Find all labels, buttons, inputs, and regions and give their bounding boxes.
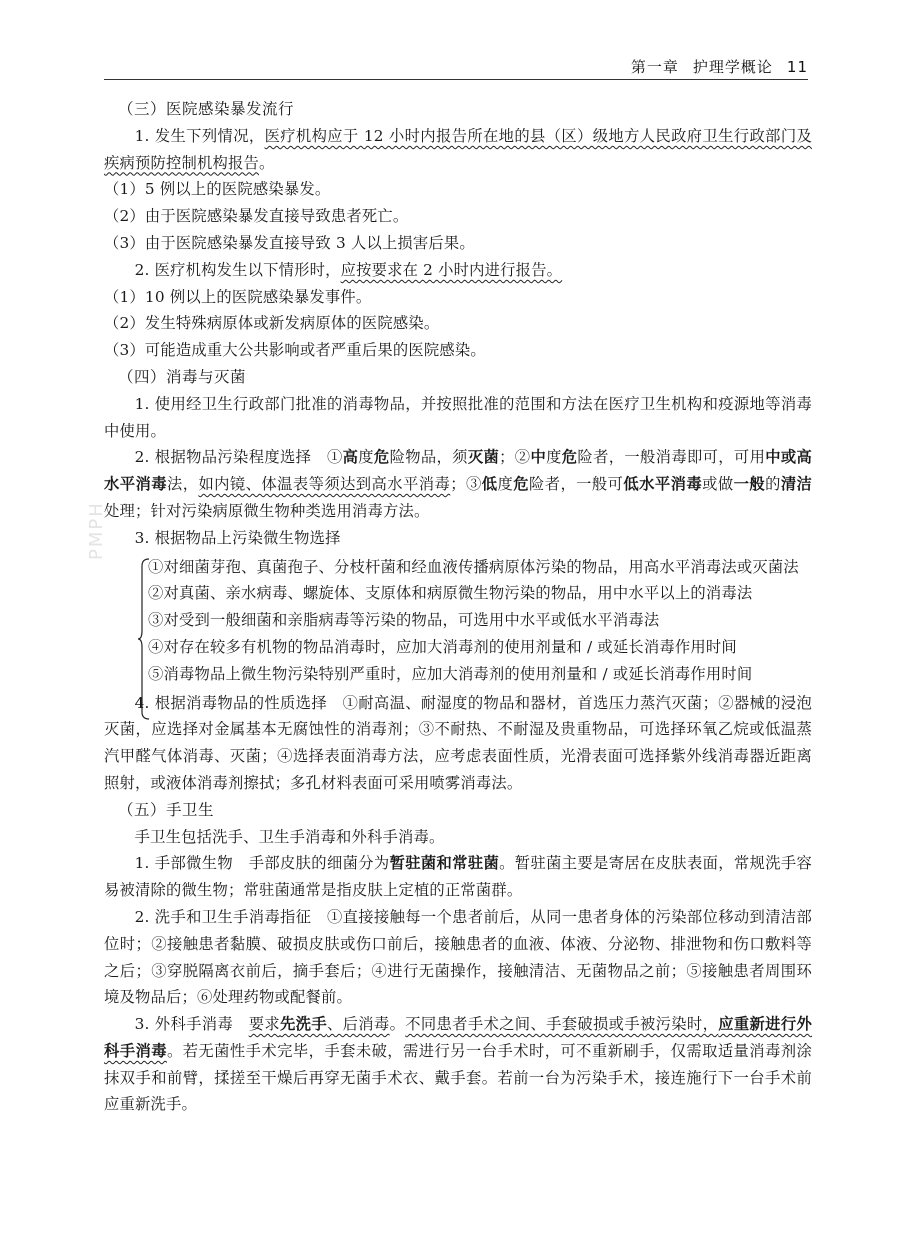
- brace-item: ④对存在较多有机物的物品消毒时，应加大消毒剂的使用剂量和 / 或延长消毒作用时间: [148, 637, 737, 656]
- text: 1. 手部微生物 手部皮肤的细菌分为: [134, 854, 390, 873]
- paragraph-s3-1: [104, 123, 812, 177]
- list-item: （3）可能造成重大公共影响或者严重后果的医院感染。: [104, 341, 486, 360]
- bold-text: 危: [373, 448, 390, 467]
- page-body: [104, 96, 812, 1118]
- text: 。暂驻菌主要是寄居在皮肤表面，常规洗手容易被清除的微生物；常驻菌通常是指皮肤上定植的正常菌群。: [104, 854, 812, 900]
- wavy-emphasis: [249, 1015, 390, 1033]
- text: 法，: [166, 475, 199, 494]
- running-header: [631, 56, 808, 77]
- text: 险者，一般消毒即可，可用: [577, 448, 766, 467]
- text: 处理；针对污染病原微生物种类选用消毒方法。: [104, 501, 430, 520]
- section-heading-4: （四）消毒与灭菌: [118, 367, 247, 386]
- text: 3. 外科手消毒: [134, 1015, 249, 1034]
- text: 、后消毒: [326, 1015, 390, 1034]
- text: 的: [765, 475, 781, 494]
- text: 。: [258, 153, 275, 172]
- text: 1. 发生下列情况，: [134, 126, 265, 145]
- bold-text: 灭菌: [467, 448, 500, 467]
- page-number: 11: [786, 58, 808, 76]
- bold-text: 低水平消毒: [623, 475, 703, 494]
- paragraph-s4-3: 3. 根据物品上污染微生物选择: [134, 528, 341, 547]
- bold-text: 中或高水平消毒: [104, 448, 813, 494]
- text: ；③: [450, 475, 482, 494]
- brace-item: ③对受到一般细菌和亲脂病毒等污染的物品，可选用中水平或低水平消毒法: [148, 611, 660, 630]
- list-item: （3）由于医院感染暴发直接导致 3 人以上损害后果。: [104, 233, 475, 252]
- list-item: （1）10 例以上的医院感染暴发事件。: [104, 287, 372, 306]
- list-item: （2）由于医院感染暴发直接导致患者死亡。: [104, 207, 409, 226]
- page-header: [0, 0, 900, 80]
- section-heading-3: （三）医院感染暴发流行: [118, 100, 295, 118]
- text: 险物品，须: [389, 448, 468, 467]
- paragraph-s5-2: 2. 洗手和卫生手消毒指征 ①直接接触每一个患者前后，从同一患者身体的污染部位移动到清洁部位时；②接触患者黏膜、破损皮肤或伤口前后，接触患者的血液、体液、分泌物、排泄物和伤口敷料等之后；③穿脱隔离衣前后，摘手套后；④进行无菌操作，接触清洁、无菌物品之前；⑤接触患者周围环境及物品后；⑥处理药物或配餐前。: [104, 907, 812, 1007]
- chapter-title: 护理学概论: [692, 58, 773, 76]
- brace-list: [104, 554, 812, 688]
- text: ；②: [499, 448, 531, 467]
- brace-item: ①对细菌芽孢、真菌孢子、分枝杆菌和经血液传播病原体污染的物品，用高水平消毒法或灭菌法: [148, 557, 799, 576]
- brace-item: ⑤消毒物品上微生物污染特别严重时，应加大消毒剂的使用剂量和 / 或延长消毒作用时间: [148, 664, 753, 683]
- bold-text: 中: [530, 448, 547, 467]
- bold-text: 危: [561, 448, 578, 467]
- paragraph-s4-2: [104, 444, 812, 524]
- list-item: （1）5 例以上的医院感染暴发。: [104, 180, 331, 199]
- paragraph-s5-3: [104, 1011, 812, 1118]
- paragraph-s4-1: 1. 使用经卫生行政部门批准的消毒物品，并按照批准的范围和方法在医疗卫生机构和疫源地等消毒中使用。: [104, 394, 812, 440]
- bold-text: 一般: [733, 475, 766, 494]
- watermark: PMPH: [86, 501, 107, 560]
- curly-brace-icon: [138, 558, 150, 720]
- text: 2. 医疗机构发生以下情形时，: [134, 260, 341, 279]
- text: 险者，一般可: [528, 475, 624, 494]
- chapter-label: 第一章: [630, 58, 679, 76]
- wavy-emphasis: 如内镜、体温表等须达到高水平消毒: [198, 475, 451, 494]
- bold-text: 先洗手: [280, 1015, 327, 1034]
- list-item: （2）发生特殊病原体或新发病原体的医院感染。: [104, 314, 440, 333]
- text: 要求: [248, 1015, 281, 1034]
- bold-text: 低: [481, 475, 498, 494]
- text: 度: [546, 448, 562, 467]
- bold-text: 清洁: [780, 475, 813, 494]
- text: 。: [389, 1015, 406, 1034]
- paragraph-s5-intro: 手卫生包括洗手、卫生手消毒和外科手消毒。: [134, 827, 445, 846]
- section-heading-5: （五）手卫生: [118, 800, 215, 819]
- paragraph-s4-4: 4. 根据消毒物品的性质选择 ①耐高温、耐湿度的物品和器材，首选压力蒸汽灭菌；②器械的浸泡灭菌，应选择对金属基本无腐蚀性的消毒剂；③不耐热、不耐湿及贵重物品，可选择环氧乙烷或低温蒸汽甲醛气体消毒、灭菌；④选择表面消毒方法，应考虑表面性质，光滑表面可选择紫外线消毒器近距离照射，或液体消毒剂擦拭；多孔材料表面可采用喷雾消毒法。: [104, 693, 812, 792]
- bold-text: 危: [513, 475, 529, 494]
- wavy-emphasis: 医疗机构应于 12 小时内报告所在地的县（区）级地方人民政府卫生行政部门及疾病预防控制机构报告: [104, 126, 812, 172]
- text: 不同患者手术之间、手套破损或手被污染时，: [405, 1015, 719, 1034]
- wavy-emphasis: 应按要求在 2 小时内进行报告。: [340, 260, 563, 279]
- bold-text: 高: [342, 448, 359, 467]
- bold-text: 暂驻菌和常驻菌: [389, 854, 500, 873]
- brace-item: ②对真菌、亲水病毒、螺旋体、支原体和病原微生物污染的物品，用中水平以上的消毒法: [148, 584, 753, 603]
- header-rule: [104, 79, 808, 80]
- text: 2. 根据物品污染程度选择 ①: [134, 448, 343, 467]
- text: 度: [358, 448, 374, 467]
- text: 或做: [702, 475, 734, 494]
- text: 。若无菌性手术完毕，手套未破，需进行另一台手术时，可不重新刷手，仅需取适量消毒剂涂抹双手和前臂，揉搓至干燥后再穿无菌手术衣、戴手套。若前一台为污染手术，接连施行下一台手术前应重新洗手。: [104, 1041, 813, 1114]
- bold-text: 应重新进行外科手消毒: [104, 1015, 812, 1060]
- paragraph-s5-1: [104, 850, 812, 904]
- paragraph-s3-2: [104, 257, 812, 284]
- text: 度: [497, 475, 514, 494]
